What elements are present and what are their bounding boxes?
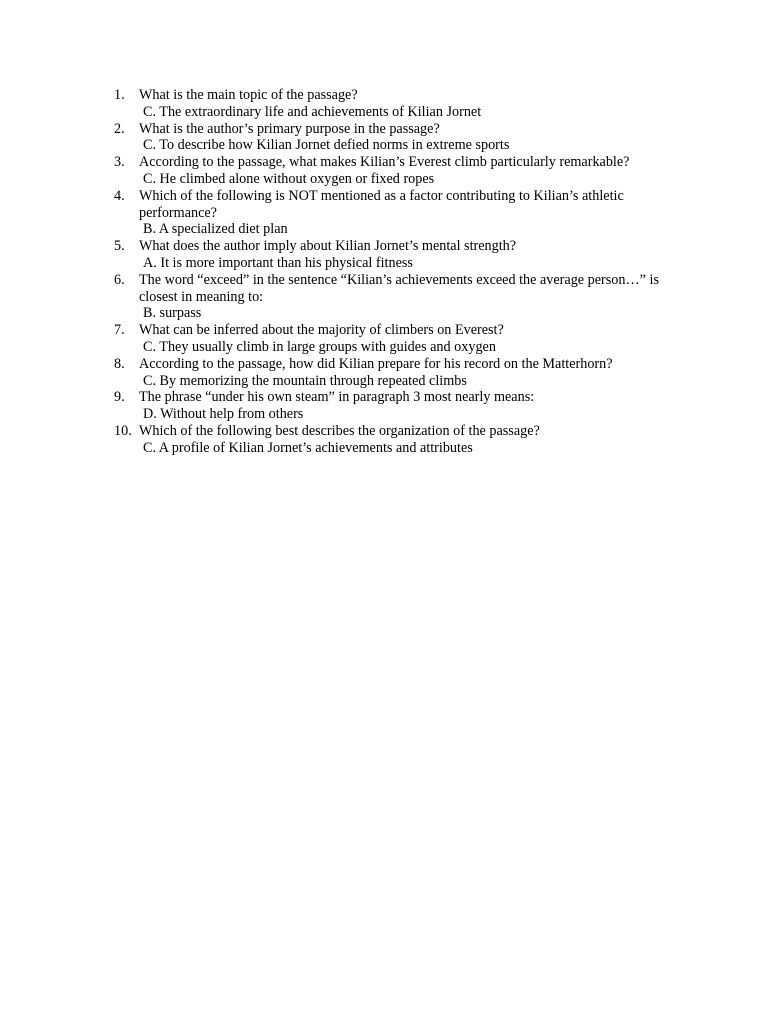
question-number: 8.	[114, 355, 125, 372]
question-list	[114, 87, 674, 457]
question-text: Which of the following best describes the organization of the passage?	[139, 422, 540, 439]
question-text: The phrase “under his own steam” in paragraph 3 most nearly means:	[139, 389, 535, 406]
question-number: 10.	[114, 422, 132, 439]
question-text: According to the passage, what makes Kilian’s Everest climb particularly remarkable?	[139, 154, 630, 171]
question-item-3	[114, 154, 674, 188]
answer-text: C. He climbed alone without oxygen or fixed ropes	[143, 170, 435, 187]
answer-text: C. By memorizing the mountain through repeated climbs	[143, 372, 467, 389]
question-number: 2.	[114, 120, 125, 137]
question-text: Which of the following is NOT mentioned as a factor contributing to Kilian’s athletic performance?	[139, 187, 624, 221]
question-number: 1.	[114, 87, 125, 103]
question-number: 9.	[114, 389, 125, 406]
answer-text: C. The extraordinary life and achievements of Kilian Jornet	[143, 103, 482, 120]
question-text: The word “exceed” in the sentence “Kilian’s achievements exceed the average person…” is closest in meaning to:	[139, 271, 659, 305]
question-text: What does the author imply about Kilian Jornet’s mental strength?	[139, 238, 517, 255]
answer-text: A. It is more important than his physical fitness	[143, 254, 413, 271]
question-number: 3.	[114, 154, 125, 171]
question-item-8	[114, 356, 674, 390]
question-item-10	[114, 423, 674, 457]
answer-text: B. surpass	[143, 305, 202, 322]
answer-text: D. Without help from others	[143, 406, 304, 423]
question-item-2	[114, 121, 674, 155]
question-item-1	[114, 87, 674, 121]
question-text: What is the author’s primary purpose in the passage?	[139, 120, 440, 137]
question-number: 4.	[114, 187, 125, 204]
question-item-7	[114, 322, 674, 356]
answer-text: B. A specialized diet plan	[143, 221, 288, 238]
answer-text: C. They usually climb in large groups with guides and oxygen	[143, 338, 496, 355]
question-number: 7.	[114, 322, 125, 339]
question-text: According to the passage, how did Kilian prepare for his record on the Matterhorn?	[139, 355, 613, 372]
question-number: 6.	[114, 271, 125, 288]
question-text: What is the main topic of the passage?	[139, 87, 358, 103]
question-text: What can be inferred about the majority of climbers on Everest?	[139, 322, 504, 339]
question-item-5	[114, 238, 674, 272]
answer-text: C. To describe how Kilian Jornet defied norms in extreme sports	[143, 137, 510, 154]
question-number: 5.	[114, 238, 125, 255]
question-item-6	[114, 272, 674, 322]
question-item-9	[114, 389, 674, 423]
question-item-4	[114, 188, 674, 238]
answer-text: C. A profile of Kilian Jornet’s achievements and attributes	[143, 439, 473, 456]
